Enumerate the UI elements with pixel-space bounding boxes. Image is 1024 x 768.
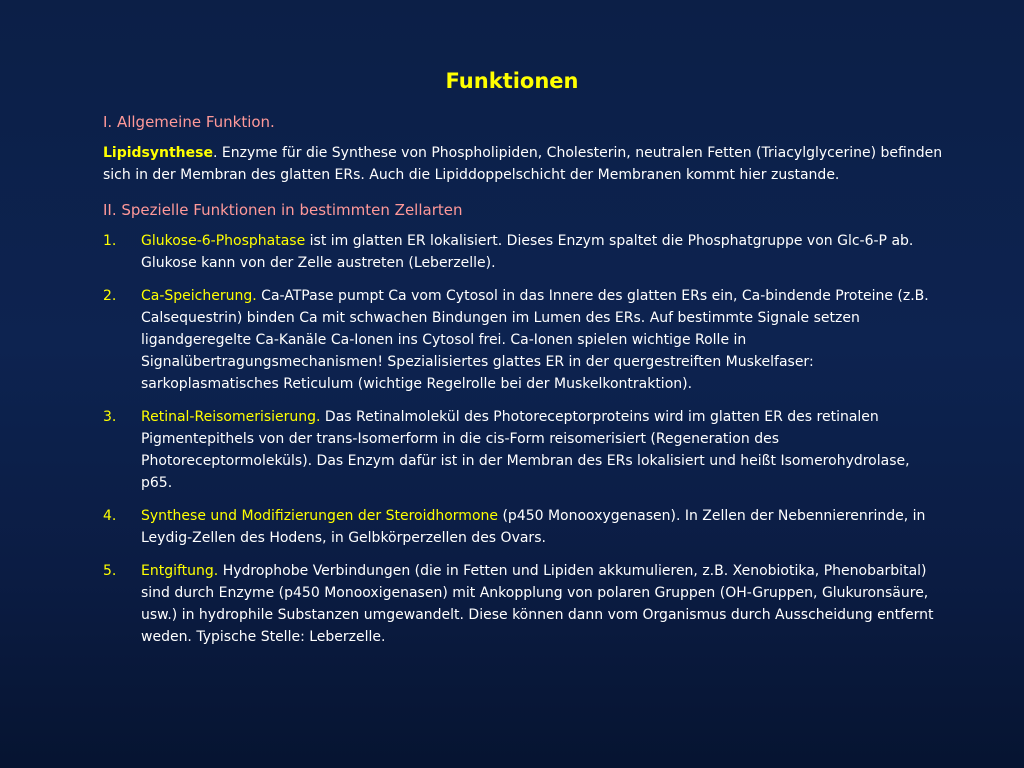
list-item	[103, 406, 943, 494]
list-item	[103, 285, 943, 395]
list-number: 5.	[103, 563, 117, 579]
slide-content	[103, 112, 943, 659]
paragraph-lipidsynthese	[103, 142, 943, 186]
item-text: (p450 Monooxygenasen). In Zellen der Nebennierenrinde, in Leydig-Zellen des Hodens, in Gelbkörperzellen des Ovars.	[141, 508, 926, 546]
slide-title: Funktionen	[445, 69, 579, 93]
term-lipidsynthese: Lipidsynthese	[103, 145, 213, 161]
item-term: Retinal-Reisomerisierung.	[141, 409, 321, 425]
item-term: Ca-Speicherung.	[141, 288, 257, 304]
item-text: Ca-ATPase pumpt Ca vom Cytosol in das Innere des glatten ERs ein, Ca-bindende Proteine (z.B. Calsequestrin) binden Ca mit schwachen Bindungen im Lumen des ERs. Auf bestimmte Signale setzen ligandgeregelte Ca-Kanäle Ca-Ionen ins Cytosol frei. Ca-Ionen spielen wichtige Rolle in Signalübertragungsmechanismen! Spezialisiertes glattes ER in der quergestreiften Muskelfaser: sarkoplasmatisches Reticulum (wichtige Regelrolle bei der Muskelkontraktion).	[141, 288, 929, 392]
section-heading-general: I. Allgemeine Funktion.	[103, 113, 275, 131]
item-term: Glukose-6-Phosphatase	[141, 233, 306, 249]
section-heading-special: II. Spezielle Funktionen in bestimmten Zellarten	[103, 201, 463, 219]
item-text: Das Retinalmolekül des Photoreceptorproteins wird im glatten ER des retinalen Pigmentepithels von der trans-Isomerform in die cis-Form reisomerisiert (Regeneration des Photoreceptormoleküls). Das Enzym dafür ist in der Membran des ERs lokalisiert und heißt Isomerohydrolase, p65.	[141, 409, 910, 491]
list-number: 4.	[103, 508, 117, 524]
item-text: ist im glatten ER lokalisiert. Dieses Enzym spaltet die Phosphatgruppe von Glc-6-P ab. Glukose kann von der Zelle austreten (Leberzelle).	[141, 233, 914, 271]
list-item	[103, 505, 943, 549]
function-list	[103, 230, 943, 648]
item-text: Hydrophobe Verbindungen (die in Fetten und Lipiden akkumulieren, z.B. Xenobiotika, Phenobarbital) sind durch Enzyme (p450 Monooxigenasen) mit Ankopplung von polaren Gruppen (OH-Gruppen, Glukuronsäure, usw.) in hydrophile Substanzen umgewandelt. Diese können dann vom Organismus durch Ausscheidung entfernt weden. Typische Stelle: Leberzelle.	[141, 563, 934, 645]
paragraph-text: Enzyme für die Synthese von Phospholipiden, Cholesterin, neutralen Fetten (Triacylglycerine) befinden sich in der Membran des glatten ERs. Auch die Lipiddoppelschicht der Membranen kommt hier zustande.	[103, 145, 943, 183]
item-term: Synthese und Modifizierungen der Steroidhormone	[141, 508, 498, 524]
list-number: 3.	[103, 409, 117, 425]
list-item	[103, 230, 943, 274]
list-item	[103, 560, 943, 648]
item-term: Entgiftung.	[141, 563, 219, 579]
term-punctuation: .	[212, 145, 218, 161]
list-number: 2.	[103, 288, 117, 304]
list-number: 1.	[103, 233, 117, 249]
